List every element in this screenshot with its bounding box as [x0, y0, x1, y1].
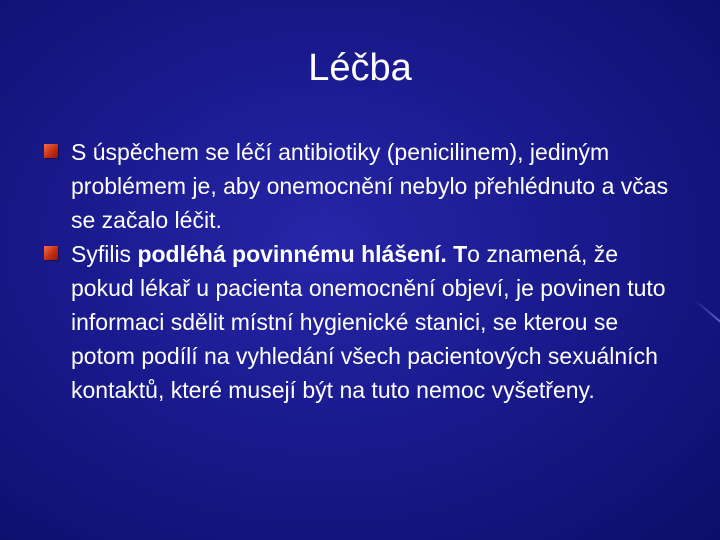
- bullet-item-reporting: [44, 237, 684, 407]
- bullet-text: S úspěchem se léčí antibiotiky (penicilinem), jediným problémem je, aby onemocnění nebylo přehlédnuto a včas se začalo léčit.: [71, 139, 669, 233]
- bullet-text-bold: podléhá povinnému hlášení. T: [137, 241, 468, 267]
- square-bullet-icon: [44, 246, 58, 260]
- slide-content: [44, 135, 684, 407]
- bullet-item-treatment: [44, 135, 684, 237]
- bullet-text-rest: o znamená, že pokud lékař u pacienta onemocnění objeví, je povinen tuto informaci sdělit místní hygienické stanici, se kterou se potom podílí na vyhledání všech pacientových sexuálních kontaktů, které musejí být na tuto nemoc vyšetřeny.: [71, 241, 666, 403]
- bullet-text-start: Syfilis: [71, 241, 138, 267]
- decorative-streak: [694, 299, 720, 326]
- square-bullet-icon: [44, 144, 58, 158]
- slide-title: Léčba: [308, 47, 412, 89]
